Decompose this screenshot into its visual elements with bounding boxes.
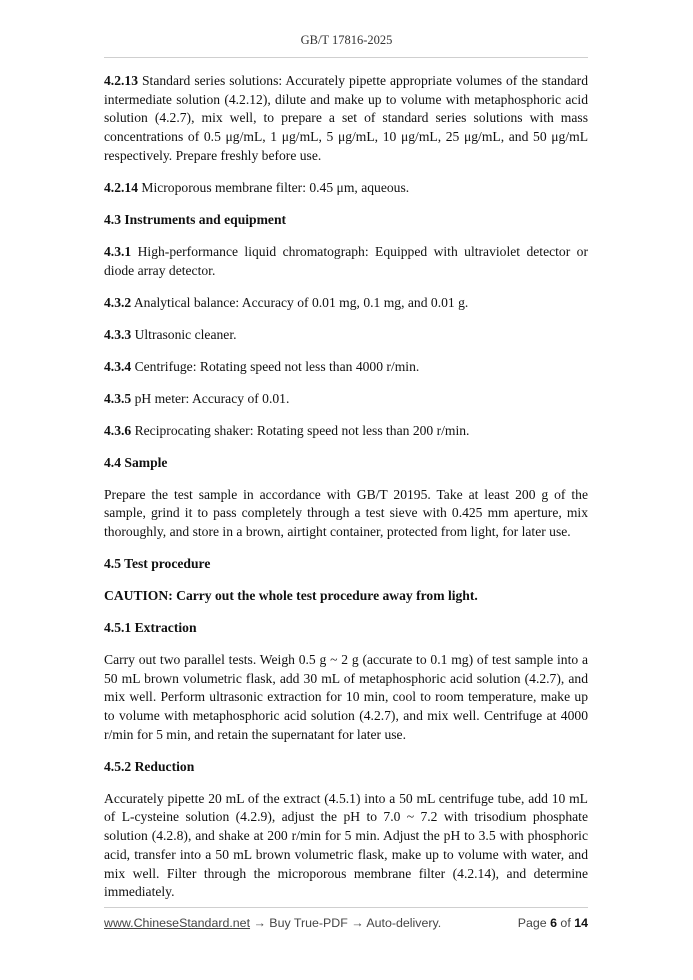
heading-sample: 4.4 Sample bbox=[104, 454, 168, 470]
clause-text: Standard series solutions: Accurately pipette appropriate volumes of the standard intermediate solution (4.2.12), dilute and make up to volume with metaphosphoric acid solution (4.2.7), mix well, to prepare a set of standard series solutions with mass concentrations of 0.5 μg/mL, 1 μg/mL, 5 μg/mL, 10 μg/mL, 25 μg/mL, and 50 μg/mL respectively. Prepare freshly before use. bbox=[104, 73, 588, 163]
clause-text: Centrifuge: Rotating speed not less than 4000 r/min. bbox=[131, 358, 420, 374]
clause-4-3-4 bbox=[104, 358, 588, 377]
paragraph-reduction: Accurately pipette 20 mL of the extract (4.5.1) into a 50 mL centrifuge tube, add 10 mL of L-cysteine solution (4.2.9), adjust the pH to 7.0 ~ 7.2 with trisodium phosphate solution (4.2.8), and shake at 200 r/min for 5 min. Adjust the pH to 3.5 with phosphoric acid, transfer into a 50 mL brown volumetric flask, make up to volume with water, and mix well. Filter through the microporous membrane filter (4.2.14), and determine immediately. bbox=[104, 790, 588, 900]
clause-number: 4.2.14 bbox=[104, 179, 138, 195]
page-of: of bbox=[556, 916, 575, 930]
clause-4-3-6 bbox=[104, 422, 588, 441]
document-code-header: GB/T 17816-2025 bbox=[300, 33, 393, 47]
heading-instruments-equipment: 4.3 Instruments and equipment bbox=[104, 211, 287, 227]
page-current: 6 bbox=[550, 916, 557, 930]
clause-4-3-1 bbox=[104, 243, 588, 280]
heading-reduction: 4.5.2 Reduction bbox=[104, 758, 195, 774]
page-total: 14 bbox=[574, 916, 588, 930]
clause-4-3-3 bbox=[104, 326, 588, 345]
document-body bbox=[104, 72, 588, 902]
page-label: Page bbox=[517, 916, 551, 930]
clause-number: 4.3.5 bbox=[104, 390, 132, 406]
site-link[interactable]: www.ChineseStandard.net bbox=[104, 916, 251, 930]
paragraph-extraction: Carry out two parallel tests. Weigh 0.5 g ~ 2 g (accurate to 0.1 mg) of test sample into a 50 mL brown volumetric flask, add 30 mL of metaphosphoric acid solution (4.2.7), and mix well. Perform ultrasonic extraction for 10 min, cool to room temperature, make up to volume with metaphosphoric acid solution (4.2.7), and mix well. Centrifuge at 4000 r/min for 5 min, and retain the supernatant for later use. bbox=[104, 651, 588, 742]
paragraph-sample: Prepare the test sample in accordance with GB/T 20195. Take at least 200 g of the sample, grind it to pass completely through a test sieve with 0.425 mm aperture, mix thoroughly, and store in a brown, airtight container, protected from light, for later use. bbox=[104, 486, 588, 539]
clause-number: 4.3.2 bbox=[104, 294, 132, 310]
page-indicator bbox=[518, 916, 588, 930]
footer-promo bbox=[104, 916, 441, 930]
footer-divider bbox=[104, 907, 588, 908]
promo-text: → Buy True-PDF → Auto-delivery. bbox=[250, 916, 442, 930]
clause-4-2-13 bbox=[104, 72, 588, 166]
clause-4-2-14 bbox=[104, 179, 588, 198]
clause-text: Reciprocating shaker: Rotating speed not less than 200 r/min. bbox=[131, 422, 470, 438]
clause-number: 4.3.1 bbox=[104, 243, 132, 259]
clause-4-3-5 bbox=[104, 390, 588, 409]
caution-notice: CAUTION: Carry out the whole test procedure away from light. bbox=[104, 587, 478, 603]
clause-number: 4.2.13 bbox=[104, 73, 138, 88]
heading-extraction: 4.5.1 Extraction bbox=[104, 619, 197, 635]
clause-number: 4.3.3 bbox=[104, 326, 132, 342]
clause-number: 4.3.4 bbox=[104, 358, 132, 374]
header-divider bbox=[104, 57, 588, 58]
clause-text: Microporous membrane filter: 0.45 μm, aqueous. bbox=[137, 179, 410, 195]
clause-text: Ultrasonic cleaner. bbox=[131, 326, 237, 342]
heading-test-procedure: 4.5 Test procedure bbox=[104, 555, 211, 571]
clause-text: High-performance liquid chromatograph: Equipped with ultraviolet detector or diode array detector. bbox=[104, 243, 588, 278]
clause-text: pH meter: Accuracy of 0.01. bbox=[131, 390, 290, 406]
page-footer bbox=[104, 916, 588, 934]
clause-4-3-2 bbox=[104, 294, 588, 313]
clause-number: 4.3.6 bbox=[104, 422, 132, 438]
clause-text: Analytical balance: Accuracy of 0.01 mg, 0.1 mg, and 0.01 g. bbox=[131, 294, 469, 310]
